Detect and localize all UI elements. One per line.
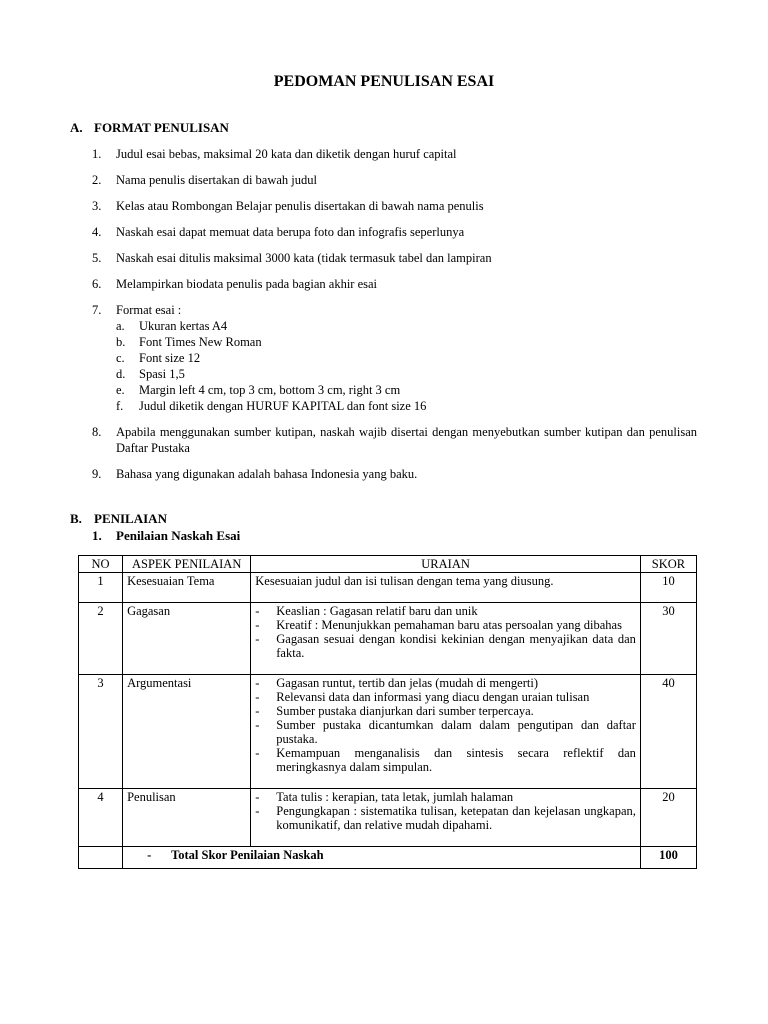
list-item <box>255 676 636 690</box>
total-row <box>79 847 697 869</box>
table-row <box>79 603 697 675</box>
list-item <box>255 618 636 632</box>
bullet-dash: - <box>255 804 260 818</box>
row-no: 2 <box>79 603 123 675</box>
list-item <box>92 198 697 214</box>
row-aspek: Gagasan <box>123 603 251 675</box>
row-uraian <box>251 675 641 789</box>
point-text: Keaslian : Gagasan relatif baru dan unik <box>276 604 478 618</box>
bullet-dash: - <box>255 676 260 690</box>
subsection-number: 1. <box>92 528 102 543</box>
bullet-dash: - <box>255 790 260 804</box>
bullet-dash: - <box>255 618 260 632</box>
document-title: PEDOMAN PENULISAN ESAI <box>273 73 495 90</box>
item-text: Apabila menggunakan sumber kutipan, naskah wajib disertai dengan menyebutkan sumber kutipan dan penulisan Daftar Pustaka <box>116 425 697 455</box>
header-uraian: URAIAN <box>251 556 641 573</box>
table-row <box>79 675 697 789</box>
list-item <box>255 804 636 832</box>
item-number: 9. <box>92 467 102 481</box>
subsection-heading <box>92 528 240 544</box>
list-item <box>92 146 697 162</box>
list-item <box>255 718 636 746</box>
row-uraian: Kesesuaian judul dan isi tulisan dengan tema yang diusung. <box>251 573 641 603</box>
section-a-letter: A. <box>70 120 83 135</box>
section-a-title: FORMAT PENULISAN <box>94 120 229 135</box>
item-text: Naskah esai dapat memuat data berupa foto dan infografis seperlunya <box>116 225 465 239</box>
list-item <box>92 276 697 292</box>
section-b-title: PENILAIAN <box>94 511 167 526</box>
row-skor: 10 <box>640 573 696 603</box>
sub-list-item <box>116 318 697 334</box>
bullet-dash: - <box>255 704 260 718</box>
point-text: Sumber pustaka dianjurkan dari sumber terpercaya. <box>276 704 534 718</box>
sub-item-text: Ukuran kertas A4 <box>139 319 228 333</box>
point-text: Tata tulis : kerapian, tata letak, jumlah halaman <box>276 790 514 804</box>
scoring-table <box>78 555 697 869</box>
sub-list-item <box>116 398 697 414</box>
format-sub-list <box>116 318 697 414</box>
item-number: 2. <box>92 173 102 187</box>
row-no: 4 <box>79 789 123 847</box>
item-text: Format esai : <box>116 303 182 317</box>
sub-item-letter: b. <box>116 335 126 349</box>
sub-item-letter: d. <box>116 367 126 381</box>
total-empty-cell <box>79 847 123 869</box>
list-item <box>255 690 636 704</box>
list-item <box>255 604 636 618</box>
sub-item-letter: f. <box>116 399 124 413</box>
header-aspek: ASPEK PENILAIAN <box>123 556 251 573</box>
list-item <box>92 424 697 456</box>
item-number: 4. <box>92 225 102 239</box>
list-item <box>255 632 636 660</box>
list-item <box>255 746 636 774</box>
table-header-row <box>79 556 697 573</box>
sub-item-text: Judul diketik dengan HURUF KAPITAL dan font size 16 <box>139 399 427 413</box>
table-row <box>79 573 697 603</box>
row-skor: 30 <box>640 603 696 675</box>
point-text: Gagasan sesuai dengan kondisi kekinian dengan menyajikan data dan fakta. <box>276 632 636 660</box>
row-no: 1 <box>79 573 123 603</box>
list-item <box>92 466 697 482</box>
row-aspek: Kesesuaian Tema <box>123 573 251 603</box>
total-skor: 100 <box>640 847 696 869</box>
point-text: Kreatif : Menunjukkan pemahaman baru atas persoalan yang dibahas <box>276 618 622 632</box>
section-b-letter: B. <box>70 511 82 526</box>
sub-item-letter: a. <box>116 319 125 333</box>
item-number: 5. <box>92 251 102 265</box>
bullet-dash: - <box>255 632 260 646</box>
point-text: Sumber pustaka dicantumkan dalam dalam pengutipan dan daftar pustaka. <box>276 718 636 746</box>
table-row <box>79 789 697 847</box>
item-text: Melampirkan biodata penulis pada bagian akhir esai <box>116 277 378 291</box>
point-text: Kemampuan menganalisis dan sintesis secara reflektif dan meringkasnya dalam simpulan. <box>276 746 636 774</box>
header-skor: SKOR <box>640 556 696 573</box>
item-text: Bahasa yang digunakan adalah bahasa Indonesia yang baku. <box>116 467 418 481</box>
list-item <box>92 250 697 266</box>
item-number: 7. <box>92 303 102 317</box>
sub-list-item <box>116 382 697 398</box>
list-item <box>92 172 697 188</box>
item-text: Naskah esai ditulis maksimal 3000 kata (tidak termasuk tabel dan lampiran <box>116 251 492 265</box>
bullet-dash: - <box>255 746 260 760</box>
sub-item-letter: e. <box>116 383 125 397</box>
item-number: 8. <box>92 425 102 439</box>
row-aspek: Penulisan <box>123 789 251 847</box>
sub-item-letter: c. <box>116 351 125 365</box>
total-label: Total Skor Penilaian Naskah <box>171 848 324 862</box>
sub-list-item <box>116 334 697 350</box>
point-text: Pengungkapan : sistematika tulisan, ketepatan dan kejelasan ungkapan, komunikatif, dan relative mudah dipahami. <box>276 804 636 832</box>
item-number: 6. <box>92 277 102 291</box>
subsection-title: Penilaian Naskah Esai <box>116 528 241 543</box>
section-a-heading <box>70 120 229 136</box>
row-aspek: Argumentasi <box>123 675 251 789</box>
list-item <box>255 704 636 718</box>
header-no: NO <box>79 556 123 573</box>
row-no: 3 <box>79 675 123 789</box>
sub-list-item <box>116 366 697 382</box>
row-skor: 40 <box>640 675 696 789</box>
sub-item-text: Spasi 1,5 <box>139 367 185 381</box>
bullet-dash: - <box>255 604 260 618</box>
row-uraian <box>251 789 641 847</box>
sub-list-item <box>116 350 697 366</box>
point-text: Gagasan runtut, tertib dan jelas (mudah di mengerti) <box>276 676 538 690</box>
item-text: Kelas atau Rombongan Belajar penulis disertakan di bawah nama penulis <box>116 199 484 213</box>
sub-item-text: Font size 12 <box>139 351 201 365</box>
list-item <box>255 790 636 804</box>
item-text: Nama penulis disertakan di bawah judul <box>116 173 317 187</box>
row-uraian <box>251 603 641 675</box>
list-item <box>92 224 697 240</box>
list-item <box>92 302 697 414</box>
sub-item-text: Margin left 4 cm, top 3 cm, bottom 3 cm, right 3 cm <box>139 383 401 397</box>
total-label-cell <box>123 847 641 869</box>
bullet-dash: - <box>255 690 260 704</box>
bullet-dash: - <box>147 848 152 862</box>
format-list <box>92 146 697 492</box>
point-text: Relevansi data dan informasi yang diacu dengan uraian tulisan <box>276 690 590 704</box>
row-skor: 20 <box>640 789 696 847</box>
section-b-heading <box>70 511 167 527</box>
item-text: Judul esai bebas, maksimal 20 kata dan diketik dengan huruf capital <box>116 147 457 161</box>
sub-item-text: Font Times New Roman <box>139 335 262 349</box>
bullet-dash: - <box>255 718 260 732</box>
item-number: 1. <box>92 147 102 161</box>
item-number: 3. <box>92 199 102 213</box>
